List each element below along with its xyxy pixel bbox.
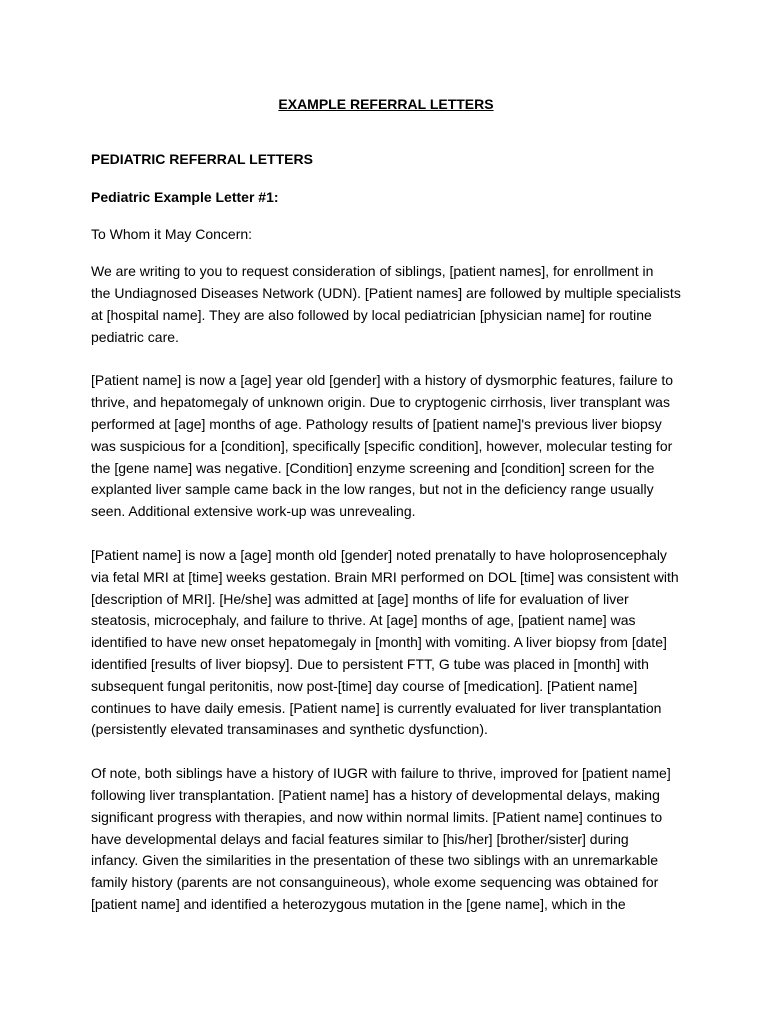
text-line: explanted liver sample came back in the low ranges, but not in the deficiency range usually <box>91 481 654 498</box>
document-title: EXAMPLE REFERRAL LETTERS <box>278 96 494 112</box>
text-line: continues to have daily emesis. [Patient name] is currently evaluated for liver transplantation <box>91 699 662 716</box>
text-line: Of note, both siblings have a history of IUGR with failure to thrive, improved for [patient name] <box>91 765 671 782</box>
section-heading: PEDIATRIC REFERRAL LETTERS <box>91 150 313 167</box>
text-line: have developmental delays and facial features similar to [his/her] [brother/sister] during <box>91 830 629 847</box>
text-line: [Patient name] is now a [age] year old [gender] with a history of dysmorphic features, failure to <box>91 372 674 389</box>
text-line: We are writing to you to request consideration of siblings, [patient names], for enrollment in <box>91 263 654 280</box>
text-line: [Patient name] is now a [age] month old [gender] noted prenatally to have holoprosencephaly <box>91 546 667 563</box>
document-page <box>91 94 681 938</box>
letter-heading: Pediatric Example Letter #1: <box>91 188 279 205</box>
text-line: the [gene name] was negative. [Condition] enzyme screening and [condition] screen for the <box>91 459 655 476</box>
text-line: via fetal MRI at [time] weeks gestation. Brain MRI performed on DOL [time] was consistent with <box>91 568 679 585</box>
text-line: was suspicious for a [condition], specifically [specific condition], however, molecular testing for <box>91 437 673 454</box>
text-line: [patient name] and identified a heterozygous mutation in the [gene name], which in the <box>91 895 626 912</box>
text-line: identified to have new onset hepatomegaly in [month] with vomiting. A liver biopsy from [date] <box>91 634 667 651</box>
paragraph-1 <box>91 261 681 348</box>
text-line: thrive, and hepatomegaly of unknown origin. Due to cryptogenic cirrhosis, liver transplant was <box>91 394 670 411</box>
text-line: significant progress with therapies, and now within normal limits. [Patient name] continues to <box>91 808 663 825</box>
paragraph-4 <box>91 763 681 916</box>
salutation: To Whom it May Concern: <box>91 226 253 243</box>
text-line: (persistently elevated transaminases and synthetic dysfunction). <box>91 721 488 738</box>
text-line: family history (parents are not consanguineous), whole exome sequencing was obtained for <box>91 874 659 891</box>
text-line: [description of MRI]. [He/she] was admitted at [age] months of life for evaluation of liver <box>91 590 629 607</box>
text-line: the Undiagnosed Diseases Network (UDN). [Patient names] are followed by multiple specialists <box>91 284 681 301</box>
text-line: identified [results of liver biopsy]. Due to persistent FTT, G tube was placed in [month] with <box>91 655 649 672</box>
text-line: performed at [age] months of age. Pathology results of [patient name]'s previous liver biopsy <box>91 415 662 432</box>
paragraph-3 <box>91 545 681 741</box>
text-line: seen. Additional extensive work-up was unrevealing. <box>91 503 416 520</box>
text-line: at [hospital name]. They are also followed by local pediatrician [physician name] for routine <box>91 306 652 323</box>
text-line: following liver transplantation. [Patient name] has a history of developmental delays, making <box>91 786 660 803</box>
text-line: pediatric care. <box>91 328 179 345</box>
text-line: steatosis, microcephaly, and failure to thrive. At [age] months of age, [patient name] was <box>91 612 636 629</box>
text-line: subsequent fungal peritonitis, now post-[time] day course of [medication]. [Patient name] <box>91 677 638 694</box>
text-line: infancy. Given the similarities in the presentation of these two siblings with an unremarkable <box>91 852 659 869</box>
paragraph-2 <box>91 370 681 523</box>
